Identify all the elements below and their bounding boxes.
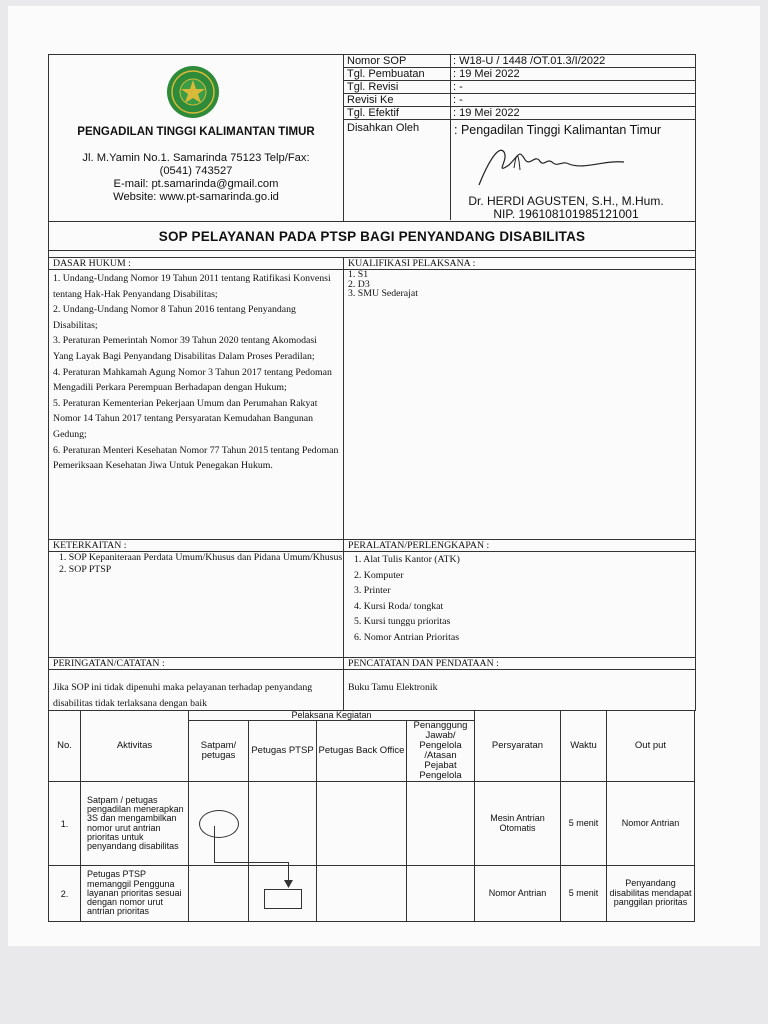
phone-line: (0541) 743527 [159,165,233,177]
flow-connector [214,862,288,863]
col-aktivitas: Aktivitas [81,711,189,782]
list-item: 3. Peraturan Pemerintah Nomor 39 Tahun 2020 tentang Akomodasi Yang Layak Bagi Penyandang Disabilitas Dalam Proses Peradilan; [53,335,317,362]
ptsp-cell [249,782,317,866]
row-activity: Satpam / petugas pengadilan menerapkan 3S dan mengambilkan nomor urut antrian prioritas untuk penyandang disabilitas [81,782,189,866]
equipment [344,540,695,657]
recording [344,658,695,710]
equipment-list [344,552,695,646]
list-item: 2. Undang-Undang Nomor 8 Tahun 2016 tentang Penyandang Disabilitas; [53,304,296,331]
meta-value: : - [453,94,463,106]
related-sop [49,540,344,657]
section-heading: PERINGATAN/CATATAN : [49,658,343,670]
meta-label: Tgl. Pembuatan [347,68,425,80]
row-time: 5 menit [561,866,607,922]
list-item: 5. Peraturan Kementerian Pekerjaan Umum dan Perumahan Rakyat Nomor 14 Tahun 2017 tentang Persyaratan Kemudahan Bangunan Gedung; [53,397,318,440]
warning-notes [49,658,344,710]
meta-row [344,68,695,81]
col-persyaratan: Persyaratan [475,711,561,782]
meta-row [344,81,695,94]
list-item: 1. Undang-Undang Nomor 19 Tahun 2011 tentang Ratifikasi Konvensi tentang Hak-Hak Penyandang Disabilitas; [53,273,331,300]
signature-icon [474,140,634,190]
meta-value: : 19 Mei 2022 [453,68,520,80]
meta-value: : - [453,81,463,93]
section-heading: PENCATATAN DAN PENDATAAN : [344,658,695,670]
organization-address [57,152,335,204]
meta-row [344,94,695,107]
col-penanggung: Penanggung Jawab/ Pengelola /Atasan Pejabat Pengelola [407,721,475,782]
row-no: 2. [49,866,81,922]
list-item: 2. D3 [348,278,370,290]
meta-row [344,55,695,68]
legal-basis-list [49,270,343,474]
approval-label: Disahkan Oleh [347,122,420,134]
satpam-cell [189,782,249,866]
meta-label: Revisi Ke [347,94,394,106]
court-emblem-icon [166,65,220,119]
meta-label: Tgl. Revisi [347,81,399,93]
approval-value: : Pengadilan Tinggi Kalimantan Timur [454,123,662,137]
list-item: 4. Kursi Roda/ tongkat [354,600,444,612]
list-item: 1. S1 [348,269,369,280]
notes-section [49,658,695,710]
list-item: 5. Kursi tunggu prioritas [354,616,451,628]
table-row [49,866,695,922]
ptsp-cell [249,866,317,922]
col-satpam: Satpam/ petugas [189,721,249,782]
row-requirement: Nomor Antrian [475,866,561,922]
row-output: Nomor Antrian [607,782,695,866]
process-box-icon [264,889,302,909]
list-item: 1. SOP Kepaniteraan Perdata Umum/Khusus dan Pidana Umum/Khusus [59,552,343,563]
row-output: Penyandang disabilitas mendapat panggilan prioritas [607,866,695,922]
warning-text: Jika SOP ini tidak dipenuhi maka pelayanan terhadap penyandang disabilitas tidak terlaksana dengan baik [53,682,313,709]
back-office-cell [317,782,407,866]
spacer [49,251,695,258]
email-line: E-mail: pt.samarinda@gmail.com [113,178,279,190]
list-item: 2. Komputer [354,569,404,581]
meta-value: : W18-U / 1448 /OT.01.3/I/2022 [453,55,606,67]
meta-value: : 19 Mei 2022 [453,107,520,119]
qualifications [344,258,695,539]
col-ptsp: Petugas PTSP [249,721,317,782]
col-back-office: Petugas Back Office [317,721,407,782]
meta-label: Nomor SOP [347,55,407,67]
signer-block [456,195,676,221]
table-header-row [49,711,695,721]
legal-basis-section [49,258,695,540]
col-no: No. [49,711,81,782]
sop-metadata [344,55,695,221]
arrow-down-icon [284,880,293,888]
list-item: 2. SOP PTSP [59,564,112,575]
row-no: 1. [49,782,81,866]
recording-text: Buku Tamu Elektronik [348,682,438,693]
col-output: Out put [607,711,695,782]
col-group-pelaksana: Pelaksana Kegiatan [189,711,475,721]
penanggung-cell [407,866,475,922]
meta-row [344,107,695,120]
list-item: 4. Peraturan Mahkamah Agung Nomor 3 Tahun 2017 tentang Pedoman Mengadili Perkara Perempuan Berhadapan dengan Hukum; [53,366,332,394]
related-list [49,552,343,576]
list-item: 1. Alat Tulis Kantor (ATK) [354,554,460,565]
flow-connector [214,826,215,862]
website-line: Website: www.pt-samarinda.go.id [113,191,279,203]
sop-document [48,54,696,711]
organization-name: PENGADILAN TINGGI KALIMANTAN TIMUR [77,126,315,138]
signer-name: Dr. HERDI AGUSTEN, S.H., M.Hum. [468,194,664,208]
document-header [49,55,695,222]
back-office-cell [317,866,407,922]
row-time: 5 menit [561,782,607,866]
activity-flow-table [48,710,695,922]
address-line: Jl. M.Yamin No.1. Samarinda 75123 Telp/Fax: [82,152,310,164]
table-row [49,782,695,866]
flow-connector [288,862,289,882]
list-item: 6. Nomor Antrian Prioritas [354,631,460,643]
section-heading: DASAR HUKUM : [49,258,343,270]
section-heading: KUALIFIKASI PELAKSANA : [344,258,695,270]
section-heading: KETERKAITAN : [49,540,343,552]
row-activity: Petugas PTSP memanggil Pengguna layanan prioritas sesuai dengan nomor urut antrian prioritas [81,866,189,922]
section-heading: PERALATAN/PERLENGKAPAN : [344,540,695,552]
qualification-list [344,270,695,299]
related-section [49,540,695,658]
list-item: 6. Peraturan Menteri Kesehatan Nomor 77 Tahun 2015 tentang Pedoman Pemeriksaan Kesehatan Jiwa Untuk Penegakan Hukum. [53,444,339,472]
sop-title: SOP PELAYANAN PADA PTSP BAGI PENYANDANG DISABILITAS [49,222,695,251]
satpam-cell [189,866,249,922]
list-item: 3. Printer [354,585,391,597]
meta-label: Tgl. Efektif [347,107,399,119]
list-item: 3. SMU Sederajat [348,288,418,299]
col-waktu: Waktu [561,711,607,782]
row-requirement: Mesin Antrian Otomatis [475,782,561,866]
start-oval-icon [199,810,239,838]
penanggung-cell [407,782,475,866]
legal-basis [49,258,344,539]
signer-nip: NIP. 196108101985121001 [493,207,639,221]
institution-block [49,55,344,221]
approval-block [344,120,695,220]
